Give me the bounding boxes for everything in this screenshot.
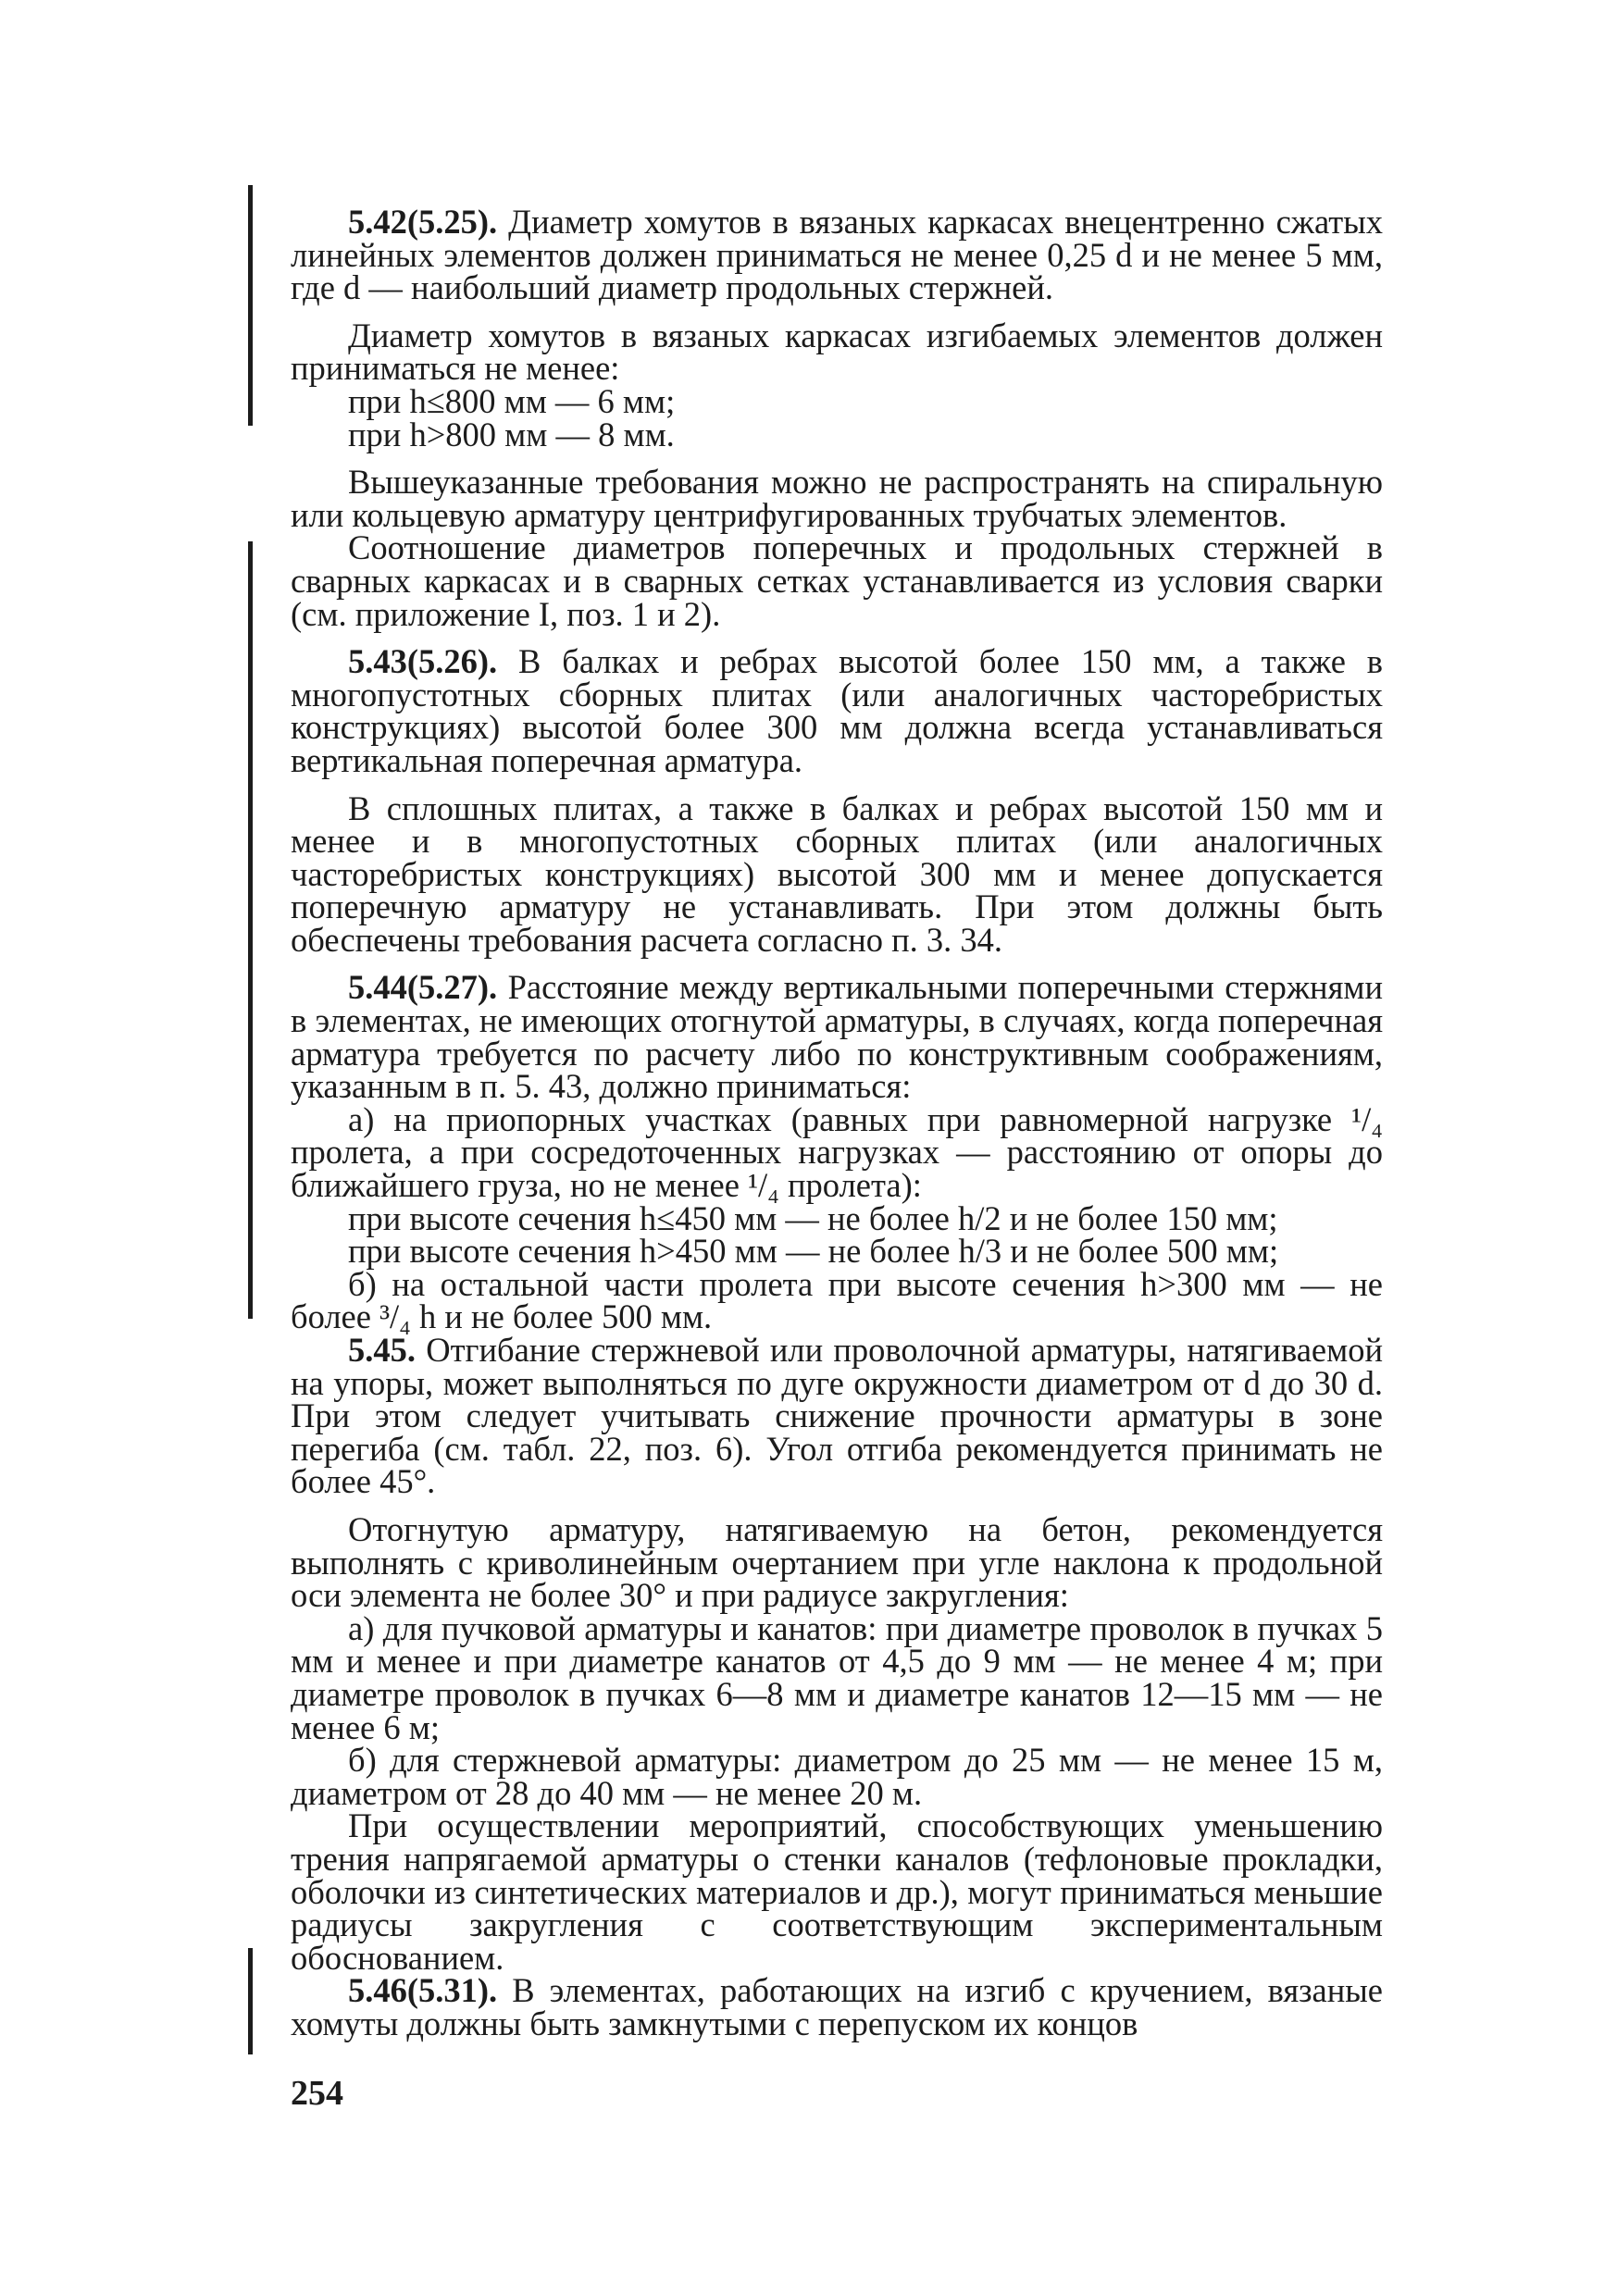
paragraph-text: В балках и ребрах высотой более 150 мм, а также в многопустотных сборных плитах (или аналогичных часторебристых конструкциях) высотой более 300 мм должна всегда устанавливаться вертикальная поперечная арматура. xyxy=(291,642,1383,779)
item-a-line-2: при высоте сечения h>450 мм — не более h/3 и не более 500 мм; xyxy=(348,1232,1279,1271)
section-number: 5.44(5.27). xyxy=(348,968,498,1007)
paragraph-text: В сплошных плитах, а также в балках и ребрах высотой 150 мм и менее и в многопустотных сборных плитах (или аналогичных часторебристых конструкциях) высотой 300 мм и менее допускается поперечную арматуру не устанавливать. При этом должны быть обеспечены требования расчета согласно п. 3. 34. xyxy=(291,788,1383,959)
paragraph-5-45 xyxy=(291,1331,1383,1501)
paragraph-text: Диаметр хомутов в вязаных каркасах изгибаемых элементов должен приниматься не менее: xyxy=(291,316,1383,388)
paragraph-5-42 xyxy=(291,203,1383,307)
item-b-rest: б) на остальной части пролета при высоте сечения h>300 мм — не более ³/₄ h и не более 500 мм. xyxy=(291,1264,1383,1336)
margin-bar-1 xyxy=(248,185,253,426)
margin-bar-2 xyxy=(248,541,253,1319)
paragraph-text: Соотношение диаметров поперечных и продольных стержней в сварных каркасах и в сварных сетках устанавливается из условия сварки (см. приложение I, поз. 1 и 2). xyxy=(291,528,1383,633)
paragraph-5-43 xyxy=(291,642,1383,779)
page-body xyxy=(291,205,1383,2054)
paragraph-stirrup-bending xyxy=(291,316,1383,388)
paragraph-text: Вышеуказанные требования можно не распространять на спиральную или кольцевую арматуру центрифугированных трубчатых элементов. xyxy=(291,463,1383,534)
paragraph-bent-reinforcement xyxy=(291,1509,1383,1615)
item-a-line-1: при высоте сечения h≤450 мм — не более h/2 и не более 150 мм; xyxy=(348,1198,1278,1237)
margin-bar-3 xyxy=(248,1948,253,2054)
section-number: 5.43(5.26). xyxy=(348,642,498,681)
paragraph-5-46 xyxy=(291,1971,1383,2042)
paragraph-text: Расстояние между вертикальными поперечными стержнями в элементах, не имеющих отогнутой арматуры, в случаях, когда поперечная арматура требуется по расчету либо по конструктивным соображениям, указанным в п. 5. 43, должно приниматься: xyxy=(291,968,1383,1106)
condition-line-2: при h>800 мм — 8 мм. xyxy=(348,415,675,453)
paragraph-text: Отгибание стержневой или проволочной арматуры, натягиваемой на упоры, может выполняться по дуге окружности диаметром от d до 30 d. При этом следует учитывать снижение прочности арматуры в зоне перегиба (см. табл. 22, поз. 6). Угол отгиба рекомендуется принимать не более 45°. xyxy=(291,1331,1383,1501)
paragraph-solid-slabs xyxy=(291,788,1383,959)
paragraph-text: Диаметр хомутов в вязаных каркасах внецентренно сжатых линейных элементов должен приниматься не менее 0,25 d и не менее 5 мм, где d — наибольший диаметр продольных стержней. xyxy=(291,203,1383,307)
paragraph-ratio xyxy=(291,528,1383,633)
paragraph-5-44 xyxy=(291,968,1383,1106)
condition-line-1: при h≤800 мм — 6 мм; xyxy=(348,381,676,420)
paragraph-text: При осуществлении мероприятий, способствующих уменьшению трения напрягаемой арматуры о стенки каналов (тефлоновые прокладки, оболочки из синтетических материалов и др.), могут приниматься меньшие радиусы закругления с соответствующим экспериментальным обоснованием. xyxy=(291,1806,1383,1977)
item-a-supports: а) на приопорных участках (равных при равномерной нагрузке ¹/₄ пролета, а при сосредоточенных нагрузках — расстоянию от опоры до ближайшего груза, но не менее ¹/₄ пролета): xyxy=(291,1099,1383,1205)
paragraph-text: Отогнутую арматуру, натягиваемую на бетон, рекомендуется выполнять с криволинейным очертанием при угле наклона к продольной оси элемента не более 30° и при радиусе закругления: xyxy=(291,1509,1383,1615)
section-number: 5.42(5.25). xyxy=(348,203,498,241)
section-number: 5.46(5.31). xyxy=(348,1971,498,2010)
section-number: 5.45. xyxy=(348,1331,416,1369)
paragraph-text: В элементах, работающих на изгиб с кручением, вязаные хомуты должны быть замкнутыми с перепуском их концов xyxy=(291,1971,1383,2042)
page-number: 254 xyxy=(291,2074,343,2113)
item-a-bundles: а) для пучковой арматуры и канатов: при диаметре проволок в пучках 5 мм и менее и при диаметре канатов от 4,5 до 9 мм — не менее 4 м; при диаметре проволок в пучках 6—8 мм и диаметре канатов 12—15 мм — не менее 6 м; xyxy=(291,1608,1383,1746)
paragraph-friction xyxy=(291,1806,1383,1977)
item-b-bars: б) для стержневой арматуры: диаметром до 25 мм — не менее 15 м, диаметром от 28 до 40 мм — не менее 20 м. xyxy=(291,1741,1383,1812)
paragraph-spiral xyxy=(291,463,1383,534)
